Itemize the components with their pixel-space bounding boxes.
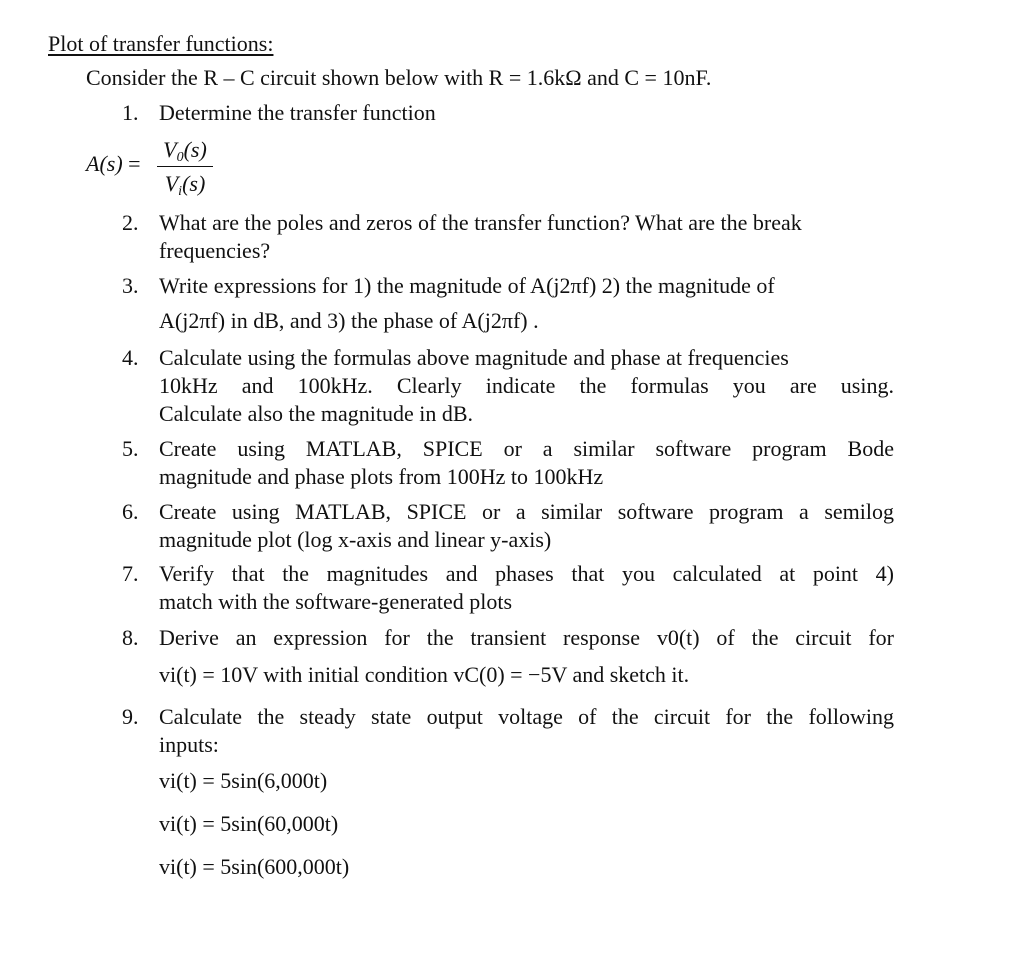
item-body [159, 560, 894, 616]
item-line: Create using MATLAB, SPICE or a similar software program Bode [159, 436, 894, 461]
item-body [159, 703, 894, 759]
transfer-function-lhs [86, 150, 141, 178]
input-equation-1: vi(t) = 5sin(6,000t) [159, 768, 328, 793]
equals-sign: = [128, 151, 141, 176]
item-number: 5. [122, 436, 139, 461]
item-body [159, 344, 894, 428]
input-equation-2: vi(t) = 5sin(60,000t) [159, 811, 339, 836]
item-line: Calculate the steady state output voltage of the circuit for the following [159, 704, 894, 729]
item-line: 10kHz and 100kHz. Clearly indicate the formulas you are using. [159, 373, 894, 398]
item-line: Create using MATLAB, SPICE or a similar software program a semilog [159, 499, 894, 524]
item-number: 9. [122, 704, 139, 729]
item-body [159, 435, 894, 491]
item-line: magnitude plot (log x-axis and linear y-axis) [159, 527, 552, 552]
lhs-expression: A(s) [86, 151, 123, 176]
fraction-bar [157, 166, 213, 167]
item-number: 4. [122, 345, 139, 370]
item-line: Determine the transfer function [159, 100, 436, 125]
item-line: Calculate using the formulas above magnitude and phase at frequencies [159, 345, 789, 370]
item-line: Calculate also the magnitude in dB. [159, 401, 474, 426]
item-body [159, 99, 894, 127]
item-body [159, 498, 894, 554]
item-number: 2. [122, 210, 139, 235]
fraction-numerator: $V_0(s)$ [163, 137, 207, 165]
item-line: magnitude and phase plots from 100Hz to 100kHz [159, 464, 604, 489]
item-line: vi(t) = 10V with initial condition vC(0) = −5V and sketch it. [159, 662, 690, 687]
item-body [159, 209, 894, 265]
page-title: Plot of transfer functions: [48, 31, 274, 56]
item-number: 1. [122, 100, 139, 125]
transfer-function-fraction [157, 136, 213, 198]
item-body [159, 272, 894, 335]
item-number: 8. [122, 625, 139, 650]
item-line: match with the software-generated plots [159, 589, 513, 614]
item-line: frequencies? [159, 238, 271, 263]
item-line: Verify that the magnitudes and phases that you calculated at point 4) [159, 561, 894, 586]
item-line: What are the poles and zeros of the transfer function? What are the break [159, 210, 802, 235]
input-equation-3: vi(t) = 5sin(600,000t) [159, 854, 350, 879]
item-line: inputs: [159, 732, 219, 757]
item-number: 3. [122, 273, 139, 298]
fraction-denominator: $V_i(s)$ [164, 171, 206, 199]
item-line: Derive an expression for the transient response v0(t) of the circuit for [159, 625, 894, 650]
item-body [159, 624, 894, 689]
item-line: Write expressions for 1) the magnitude of A(j2πf) 2) the magnitude of [159, 273, 775, 298]
item-number: 7. [122, 561, 139, 586]
item-number: 6. [122, 499, 139, 524]
intro-text: Consider the R – C circuit shown below with R = 1.6kΩ and C = 10nF. [86, 65, 712, 90]
item-line: A(j2πf) in dB, and 3) the phase of A(j2πf) . [159, 308, 539, 333]
